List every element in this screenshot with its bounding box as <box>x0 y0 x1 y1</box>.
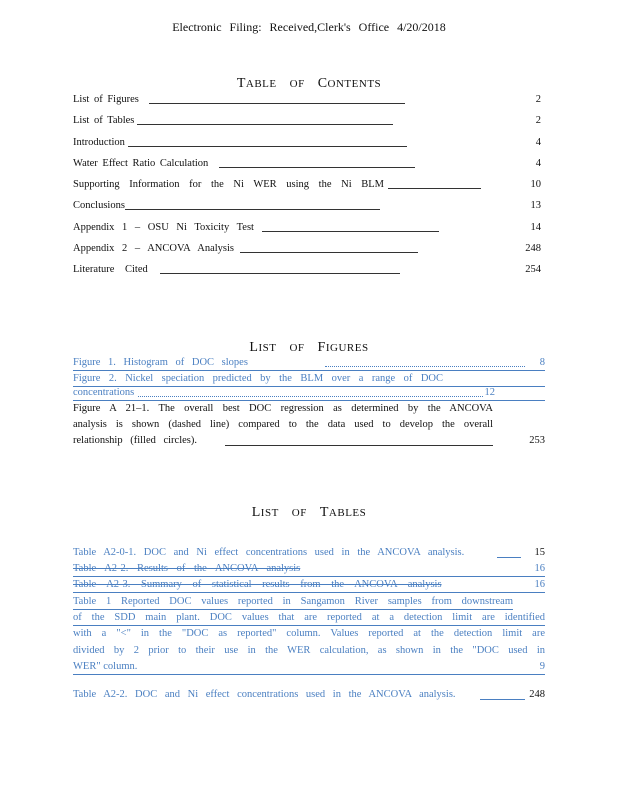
toc-entry-appendix-2[interactable]: Appendix 2 – ANCOVA Analysis <box>73 243 234 254</box>
table-entry-1-line5: WER" column. 9 <box>73 661 545 675</box>
toc-entry-literature-cited[interactable]: Literature Cited <box>73 264 148 275</box>
toc-entry-conclusions[interactable]: Conclusions <box>73 200 125 211</box>
toc-page: 4 <box>535 158 541 169</box>
toc-leader <box>160 273 400 274</box>
table-entry-1-line3: with a "<" in the "DOC as reported" column. Values reported at the detection limit are <box>73 628 545 639</box>
toc-page: 2 <box>535 94 541 105</box>
table-entry-1-line4: divided by 2 prior to their use in the WER calculation, as shown in the "DOC used in <box>73 645 545 656</box>
toc-entry-wer-calculation[interactable]: Water Effect Ratio Calculation <box>73 158 209 169</box>
toc-page: 4 <box>535 137 541 148</box>
toc-page: 13 <box>530 200 541 211</box>
toc-entry-appendix-1[interactable]: Appendix 1 – OSU Ni Toxicity Test <box>73 222 254 233</box>
toc-leader <box>262 231 439 232</box>
toc-page: 248 <box>525 243 541 254</box>
toc-entry-list-of-figures[interactable]: List of Figures <box>73 94 139 105</box>
toc-entry-list-of-tables[interactable]: List of Tables <box>73 115 135 126</box>
toc-entry-supporting-info[interactable]: Supporting Information for the Ni WER using the Ni BLM <box>73 179 384 190</box>
table-entry-a2-0-1[interactable]: Table A2-0-1. DOC and Ni effect concentrations used in the ANCOVA analysis. 15 <box>73 547 545 558</box>
filing-header: Electronic Filing: Received,Clerk's Office 4/20/2018 <box>172 20 446 34</box>
table-entry-1-line2: of the SDD main plant. DOC values that are reported at a detection limit are identified <box>73 612 545 626</box>
toc-page: 14 <box>530 222 541 233</box>
toc-leader <box>219 167 415 168</box>
figure-entry-a-line2: analysis is shown (dashed line) compared to the data used to develop the overall <box>73 419 493 430</box>
figure-entry-2[interactable]: Figure 2. Nickel speciation predicted by the BLM over a range of DOC <box>73 373 545 387</box>
table-entry-1[interactable]: Table 1 Reported DOC values reported in Sangamon River samples from downstream <box>73 596 513 610</box>
table-entry-a2-2-doc[interactable]: Table A2-2. DOC and Ni effect concentrations used in the ANCOVA analysis. 248 <box>73 689 545 700</box>
toc-leader <box>240 252 418 253</box>
tables-title: LIST OF TABLES <box>251 505 367 520</box>
toc-leader <box>388 188 481 189</box>
figure-entry-a-line3: relationship (filled circles). 253 <box>73 435 545 446</box>
toc-leader <box>225 445 493 446</box>
toc-leader <box>138 396 483 397</box>
figure-entry-a[interactable]: Figure A 21–1. The overall best DOC regression as determined by the ANCOVA <box>73 403 493 414</box>
toc-leader <box>497 557 521 558</box>
toc-leader <box>137 124 393 125</box>
toc-leader <box>128 146 407 147</box>
toc-leader <box>325 366 525 367</box>
table-entry-a2-3[interactable]: Table A2-3. Summary of statistical results from the ANCOVA analysis 16 <box>73 579 545 593</box>
figures-title: LIST OF FIGURES <box>249 340 369 355</box>
toc-title: TABLE OF CONTENTS <box>236 76 382 91</box>
toc-leader <box>149 103 405 104</box>
toc-entry-introduction[interactable]: Introduction <box>73 137 125 148</box>
table-entry-a2-2[interactable]: Table A2-2. Results of the ANCOVA analysis 16 <box>73 563 545 577</box>
toc-leader <box>480 699 525 700</box>
figure-entry-2-cont[interactable]: concentrations 12 <box>73 387 545 401</box>
toc-leader <box>125 209 380 210</box>
toc-page: 10 <box>530 179 541 190</box>
toc-page: 254 <box>525 264 541 275</box>
figure-entry-1[interactable]: Figure 1. Histogram of DOC slopes 8 <box>73 357 545 371</box>
toc-page: 2 <box>535 115 541 126</box>
